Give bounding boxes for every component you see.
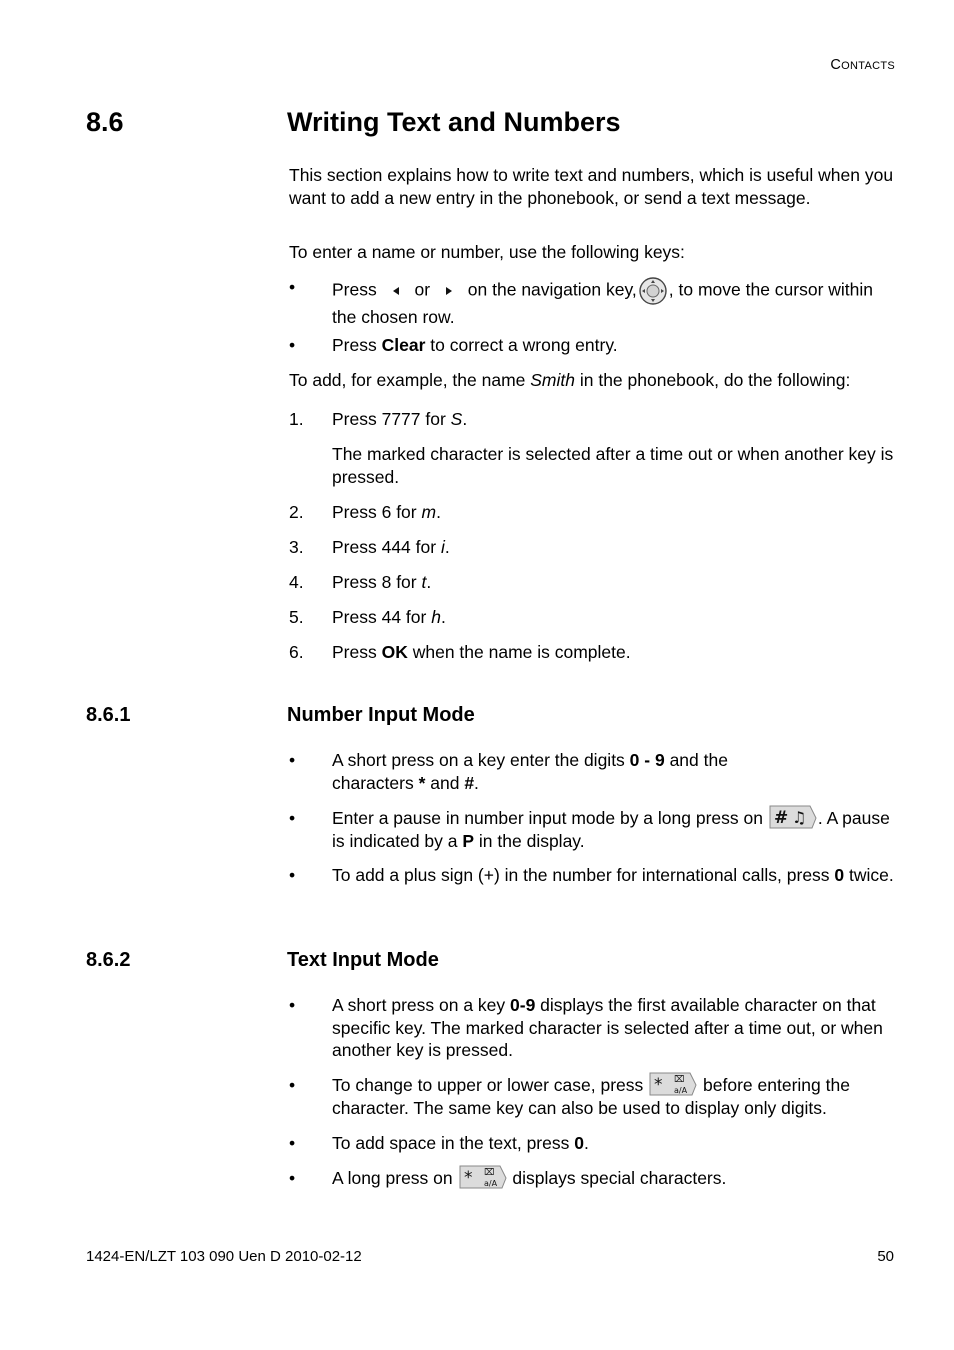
bullet: • — [289, 1133, 296, 1153]
text-mode-bullet-4: A long press on * ⌧ a/A displays special characters. — [332, 1167, 902, 1190]
running-header: CONTACTS — [830, 57, 895, 73]
subsection-number: 8.6.1 — [86, 704, 131, 726]
step-number: 2. — [289, 502, 304, 522]
text-mode-bullet-2: To change to upper or lower case, press * ⌧ a/A before entering the character. The same key can also be used to display only digits. — [332, 1074, 902, 1120]
svg-text:#: # — [773, 808, 789, 829]
hash-key-icon — [768, 804, 818, 830]
text-mode-bullet-3: To add space in the text, press 0. — [332, 1133, 589, 1153]
bullet: • — [289, 1075, 296, 1095]
step-text: Press 6 for m. — [332, 502, 441, 522]
step-text: Press OK when the name is complete. — [332, 642, 631, 662]
step-number: 6. — [289, 642, 304, 662]
bullet: • — [289, 750, 296, 770]
keys-intro: To enter a name or number, use the following keys: — [289, 242, 685, 262]
intro-paragraph: This section explains how to write text and numbers, which is useful when you want to add a new entry in the phonebook, or send a text message. — [289, 165, 894, 208]
text-mode-bullet-1: A short press on a key 0-9 displays the first available character on that specific key. The marked character is selected after a time out, or when another key is pressed. — [332, 995, 883, 1061]
subsection-title: Text Input Mode — [287, 949, 439, 971]
step-text: Press 7777 for S. — [332, 409, 468, 429]
number-mode-bullet-2: Enter a pause in number input mode by a long press on # ♫ . A pause is indicated by a P in the display. — [332, 807, 902, 853]
svg-text:⌧: ⌧ — [483, 1168, 494, 1179]
footer-doc-id: 1424-EN/LZT 103 090 Uen D 2010-02-12 — [86, 1248, 362, 1265]
star-key-icon — [648, 1071, 698, 1097]
step-number: 1. — [289, 409, 304, 429]
svg-text:*: * — [463, 1168, 473, 1189]
svg-text:a/A: a/A — [674, 1086, 688, 1096]
star-key-icon — [458, 1164, 508, 1190]
step-text: Press 44 for h. — [332, 607, 446, 627]
svg-text:⌧: ⌧ — [674, 1075, 685, 1086]
step-number: 3. — [289, 537, 304, 557]
subsection-number: 8.6.2 — [86, 949, 131, 971]
arrow-right-icon — [435, 283, 463, 299]
number-mode-bullet-1: A short press on a key enter the digits 0 - 9 and the characters * and #. — [332, 750, 728, 793]
section-title: Writing Text and Numbers — [287, 107, 621, 137]
bullet: • — [289, 808, 296, 828]
example-intro: To add, for example, the name Smith in the phonebook, do the following: — [289, 370, 851, 390]
bullet: • — [289, 1168, 296, 1188]
svg-text:a/A: a/A — [483, 1179, 497, 1189]
section-number: 8.6 — [86, 107, 124, 137]
step-text: Press 444 for i. — [332, 537, 450, 557]
svg-text:*: * — [654, 1075, 663, 1096]
step-text: Press 8 for t. — [332, 572, 432, 592]
step1-note: The marked character is selected after a time out or when another key is pressed. — [332, 444, 894, 487]
number-mode-bullet-3: To add a plus sign (+) in the number for international calls, press 0 twice. — [332, 865, 894, 885]
navigation-key-icon — [638, 276, 668, 306]
nav-bullet-text: Press or on the navigation key, , to move the cursor within the chosen row. — [332, 276, 902, 329]
bullet: • — [289, 335, 296, 355]
bullet: • — [289, 995, 296, 1015]
arrow-left-icon — [382, 283, 410, 299]
subsection-title: Number Input Mode — [287, 704, 475, 726]
page-number: 50 — [877, 1248, 894, 1265]
bullet: • — [289, 277, 296, 297]
step-number: 5. — [289, 607, 304, 627]
bullet: • — [289, 865, 296, 885]
svg-text:♫: ♫ — [791, 808, 807, 828]
step-number: 4. — [289, 572, 304, 592]
clear-bullet-text: Press Clear to correct a wrong entry. — [332, 335, 618, 355]
